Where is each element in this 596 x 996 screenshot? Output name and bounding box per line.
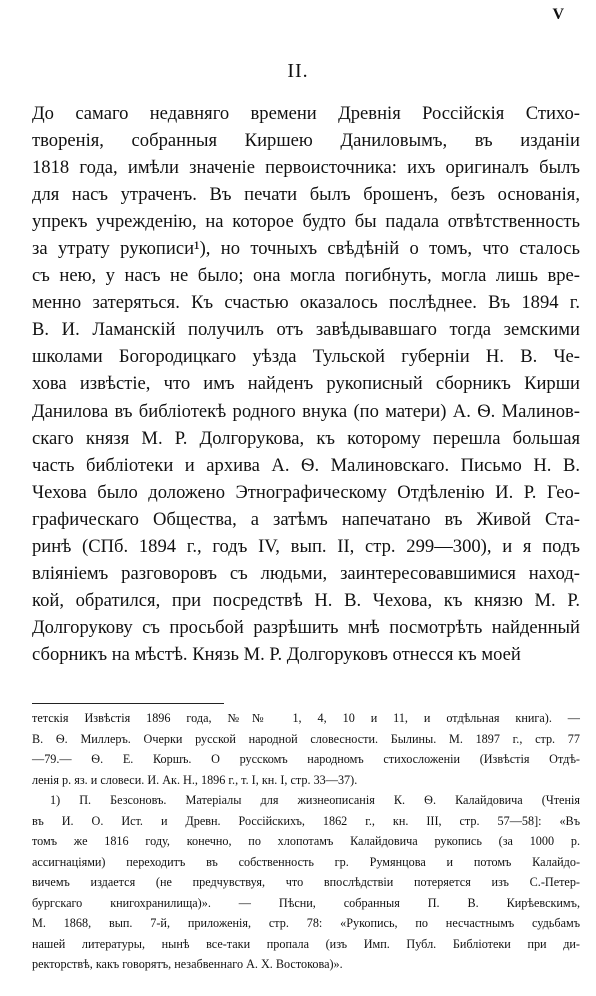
- footnote-line: ассигнаціями) переходитъ въ собственность гр. Румянцова и потомъ Калайдо-: [32, 854, 580, 869]
- footnote-line: вичемъ издается (не предчувствуя, что впослѣдствіи потеряется изъ С.-Петер-: [32, 875, 580, 889]
- body-line: менно затеряться. Къ счастью оказалось послѣднее. Въ 1894 г.: [32, 292, 580, 314]
- footnote-line: тетскія Извѣстія 1896 года, №№ 1, 4, 10 и 11, и отдѣльная книга). —: [32, 711, 580, 725]
- body-line: ринѣ (СПб. 1894 г., годъ IV, вып. II, стр. 299—300), и я подъ: [32, 535, 580, 557]
- footnote-divider: [32, 703, 224, 704]
- body-line: скаго князя М. Р. Долгорукова, къ которому перешла большая: [32, 427, 580, 449]
- body-line: за утрату рукописи¹), но точныхъ свѣдѣній о томъ, что сталось: [32, 238, 580, 260]
- footnote-line: В. Ѳ. Миллеръ. Очерки русской народной словесности. Былины. М. 1897 г., стр. 77: [32, 731, 580, 746]
- body-text: [32, 100, 580, 668]
- footnote-line: М. 1868, вып. 7-й, приложенія, стр. 78: «Рукопись, по несчастнымъ судьбамъ: [32, 916, 580, 930]
- body-line: Чехова было доложено Этнографическому Отдѣленію И. Р. Гео-: [32, 481, 580, 503]
- body-line: вліяніемъ разговоровъ съ людьми, заинтересовавшимися наход-: [32, 562, 580, 584]
- page-number: V: [552, 6, 564, 23]
- body-line: Данилова въ библіотекѣ родного внука (по матери) А. Ѳ. Малинов-: [32, 400, 580, 422]
- footnote-line: нашей литературы, нынѣ все-таки пропала (изъ Имп. Публ. Библіотеки при ди-: [32, 936, 580, 951]
- body-line: Долгорукову съ просьбой разрѣшить мнѣ посмотрѣть найденный: [32, 616, 580, 638]
- footnote-line: —79.— Ѳ. Е. Коршъ. О русскомъ народномъ стихосложеніи (Извѣстія Отдѣ-: [32, 752, 580, 766]
- body-line: съ нею, у насъ не было; она могла погибнуть, могла лишь вре-: [32, 265, 580, 287]
- footnote-line: ленія р. яз. и словеси. И. Ак. Н., 1896 г., т. I, кн. I, стр. 33—37).: [32, 772, 358, 787]
- footnotes: [32, 708, 580, 975]
- footnote-line: томъ же 1816 году, конечно, по хлопотамъ Калайдовича рукопись (за 1000 р.: [32, 834, 580, 848]
- body-line: хова извѣстіе, что имъ найденъ рукописный сборникъ Кирши: [32, 373, 580, 395]
- body-line: сборникъ на мѣстѣ. Князь М. Р. Долгоруковъ отнесся къ моей: [32, 643, 521, 665]
- section-heading: II.: [287, 60, 309, 82]
- body-line: кой, обратился, при посредствѣ Н. В. Чехова, къ князю М. Р.: [32, 589, 580, 611]
- body-line: часть библіотеки и архива А. Ѳ. Малиновскаго. Письмо Н. В.: [32, 454, 580, 476]
- body-line: 1818 года, имѣли значеніе первоисточника: ихъ оригиналъ былъ: [32, 157, 580, 179]
- footnote-line: въ И. О. Ист. и Древн. Россійскихъ, 1862 г., кн. III, стр. 57—58]: «Въ: [32, 813, 580, 828]
- body-line: До самаго недавняго времени Древнія Россійскія Стихо-: [32, 103, 580, 124]
- body-line: графическаго Общества, а затѣмъ напечатано въ Живой Ста-: [32, 508, 580, 530]
- body-line: для насъ утраченъ. Въ печати былъ брошенъ, безъ основанія,: [32, 184, 580, 206]
- footnote-line: бургскаго книгохранилища)». — Пѣсни, собранныя П. В. Кирѣевскимъ,: [32, 895, 580, 910]
- footnote-line: 1) П. Безсоновъ. Матеріалы для жизнеописанія К. Ѳ. Калайдовича (Чтенія: [50, 793, 580, 807]
- body-line: упрекъ учрежденію, на которое будто бы падала отвѣтственность: [32, 211, 580, 233]
- body-line: творенія, собранныя Киршею Даниловымъ, въ изданіи: [32, 130, 580, 152]
- body-line: школами Богородицкаго уѣзда Тульской губерніи Н. В. Че-: [32, 346, 580, 368]
- body-line: В. И. Ламанскій получилъ отъ завѣдывавшаго тогда земскими: [32, 319, 580, 341]
- footnote-line: ректорствѣ, какъ говорятъ, незабвеннаго А. Х. Востокова)».: [32, 957, 343, 971]
